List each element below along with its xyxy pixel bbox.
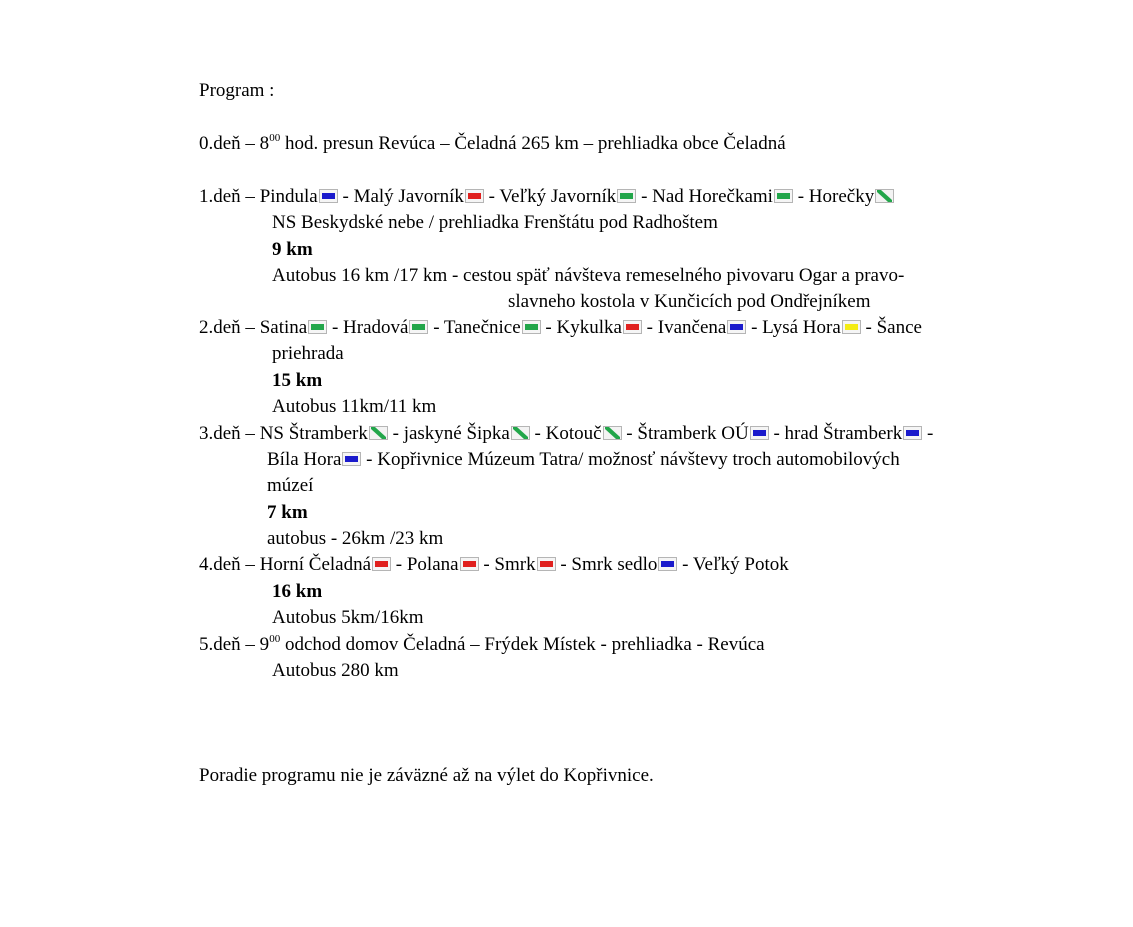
program-title: Program : [199,80,275,101]
day4-stop-velky-potok: - Veľký Potok [677,554,789,575]
red-trail-mark-icon [460,557,479,571]
day1-route-line [199,184,894,210]
day4-stop-smrk-sedlo: - Smrk sedlo [555,554,658,575]
day1-stop-velky-javornik: - Veľký Javorník [483,186,617,207]
day2-stop-sance: - Šance [860,317,922,338]
day2-stop-hradova: - Hradová [327,317,409,338]
day3-koprivnice: - Kopřivnice Múzeum Tatra/ možnosť návštevy troch automobilových [361,449,900,470]
day2-stop-lysa-hora: - Lysá Hora [746,317,841,338]
day5-text: odchod domov Čeladná – Frýdek Místek - prehliadka - Revúca [280,634,765,655]
day4-stop-horni-celadna: Horní Čeladná [259,554,372,575]
day1-bus: Autobus 16 km /17 km - cestou späť návšteva remeselného pivovaru Ogar a pravo- [272,265,905,286]
day4-km: 16 km [272,581,323,602]
blue-trail-mark-icon [903,426,922,440]
green-diagonal-trail-mark-icon [603,426,622,440]
day2-label: 2.deň – [199,317,255,338]
day3-stop-bila-hora: Bíla Hora [267,449,342,470]
day3-line3: múzeí [267,475,314,496]
day2-line2: priehrada [272,343,344,364]
day3-stop-ns-stramberk: NS Štramberk [259,423,368,444]
blue-trail-mark-icon [319,189,338,203]
day4-bus: Autobus 5km/16km [272,607,424,628]
yellow-trail-mark-icon [842,320,861,334]
green-diagonal-trail-mark-icon [369,426,388,440]
green-diagonal-trail-mark-icon [511,426,530,440]
day1-line2: NS Beskydské nebe / prehliadka Frenštátu pod Radhoštem [272,212,718,233]
day0-prefix: 0.deň – 8 [199,133,270,154]
red-trail-mark-icon [537,557,556,571]
day3-route-line2 [267,447,900,473]
day3-stop-hrad-stramberk: - hrad Štramberk [768,423,903,444]
day1-label: 1.deň – [199,186,255,207]
day2-route-line [199,315,922,341]
day2-stop-satina: Satina [259,317,308,338]
red-trail-mark-icon [372,557,391,571]
red-trail-mark-icon [465,189,484,203]
day5-prefix: 5.deň – 9 [199,634,270,655]
day5-time-sup: 00 [269,633,281,645]
day1-bus-continued: slavneho kostola v Kunčicích pod Ondřejníkem [508,291,871,312]
green-trail-mark-icon [617,189,636,203]
day3-stop-kotouc: - Kotouč [529,423,602,444]
day5-line [199,632,765,658]
blue-trail-mark-icon [342,452,361,466]
day1-stop-horecky: - Horečky [792,186,875,207]
green-diagonal-trail-mark-icon [875,189,894,203]
day2-bus: Autobus 11km/11 km [272,396,437,417]
green-trail-mark-icon [409,320,428,334]
day1-stop-pindula: Pindula [259,186,318,207]
day4-label: 4.deň – [199,554,255,575]
day3-km: 7 km [267,502,308,523]
day1-stop-maly-javornik: - Malý Javorník [337,186,464,207]
red-trail-mark-icon [623,320,642,334]
day0-text: hod. presun Revúca – Čeladná 265 km – prehliadka obce Čeladná [280,133,786,154]
day3-label: 3.deň – [199,423,255,444]
green-trail-mark-icon [308,320,327,334]
day4-route-line [199,552,789,578]
blue-trail-mark-icon [750,426,769,440]
day1-stop-nad-horeckami: - Nad Horečkami [636,186,773,207]
day3-route-line [199,421,933,447]
day2-stop-ivancena: - Ivančena [641,317,727,338]
day2-km: 15 km [272,370,323,391]
day0-line [199,131,786,157]
day1-km: 9 km [272,239,313,260]
blue-trail-mark-icon [658,557,677,571]
program-note: Poradie programu nie je záväzné až na výlet do Kopřivnice. [199,765,654,786]
day2-stop-kykulka: - Kykulka [540,317,622,338]
day3-bus: autobus - 26km /23 km [267,528,444,549]
day3-stop-jaskyne-sipka: - jaskyné Šipka [387,423,510,444]
blue-trail-mark-icon [727,320,746,334]
green-trail-mark-icon [522,320,541,334]
day0-time-sup: 00 [269,132,281,144]
day4-stop-polana: - Polana [391,554,459,575]
day5-bus: Autobus 280 km [272,660,399,681]
day2-stop-tanecnice: - Tanečnice [428,317,521,338]
green-trail-mark-icon [774,189,793,203]
day4-stop-smrk: - Smrk [478,554,536,575]
day3-route-dash: - [922,423,934,444]
day3-stop-stramberk-ou: - Štramberk OÚ [621,423,749,444]
